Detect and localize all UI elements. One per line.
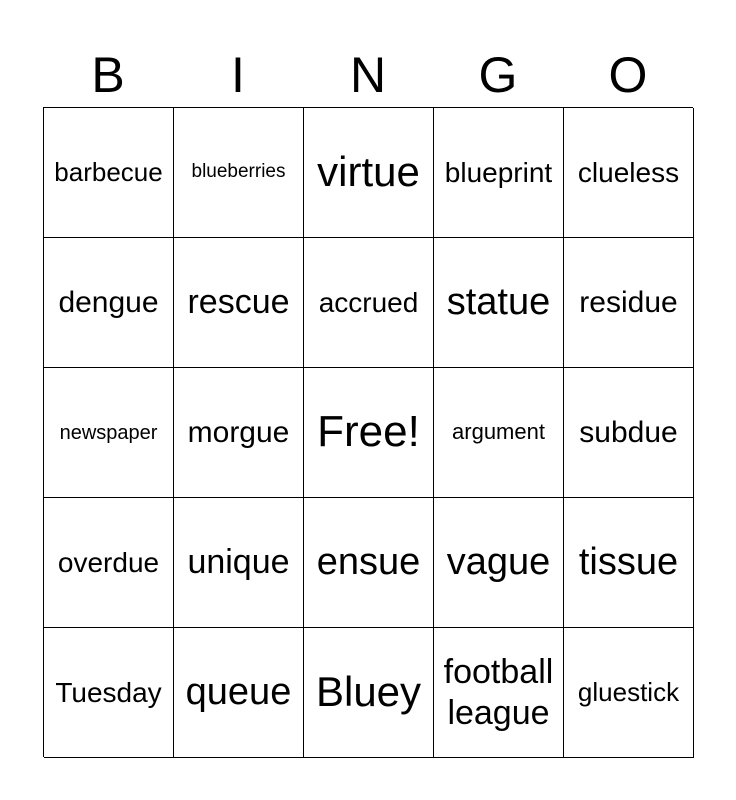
header-letter-o: O: [608, 47, 648, 103]
bingo-cell[interactable]: rescue: [174, 238, 304, 368]
header-letter-n: N: [349, 47, 387, 103]
bingo-cell[interactable]: gluestick: [564, 628, 694, 758]
bingo-cell[interactable]: blueprint: [434, 108, 564, 238]
bingo-cell[interactable]: queue: [174, 628, 304, 758]
bingo-board: [43, 107, 693, 757]
bingo-cell[interactable]: blueberries: [174, 108, 304, 238]
bingo-cell[interactable]: ensue: [304, 498, 434, 628]
header-letter-b: B: [91, 47, 125, 103]
free-space-cell[interactable]: Free!: [304, 368, 434, 498]
bingo-cell[interactable]: subdue: [564, 368, 694, 498]
bingo-cell[interactable]: argument: [434, 368, 564, 498]
bingo-cell[interactable]: overdue: [44, 498, 174, 628]
bingo-cell[interactable]: dengue: [44, 238, 174, 368]
bingo-cell[interactable]: barbecue: [44, 108, 174, 238]
bingo-cell[interactable]: Tuesday: [44, 628, 174, 758]
bingo-cell[interactable]: unique: [174, 498, 304, 628]
header-letter-i: I: [231, 47, 245, 103]
header-letter-g: G: [478, 47, 518, 103]
bingo-cell[interactable]: residue: [564, 238, 694, 368]
bingo-cell[interactable]: accrued: [304, 238, 434, 368]
bingo-cell[interactable]: virtue: [304, 108, 434, 238]
bingo-cell[interactable]: statue: [434, 238, 564, 368]
bingo-cell[interactable]: vague: [434, 498, 564, 628]
bingo-cell[interactable]: newspaper: [44, 368, 174, 498]
bingo-header: [43, 44, 693, 106]
bingo-cell[interactable]: clueless: [564, 108, 694, 238]
bingo-cell[interactable]: football league: [434, 628, 564, 758]
bingo-cell[interactable]: Bluey: [304, 628, 434, 758]
bingo-cell[interactable]: tissue: [564, 498, 694, 628]
bingo-cell[interactable]: morgue: [174, 368, 304, 498]
